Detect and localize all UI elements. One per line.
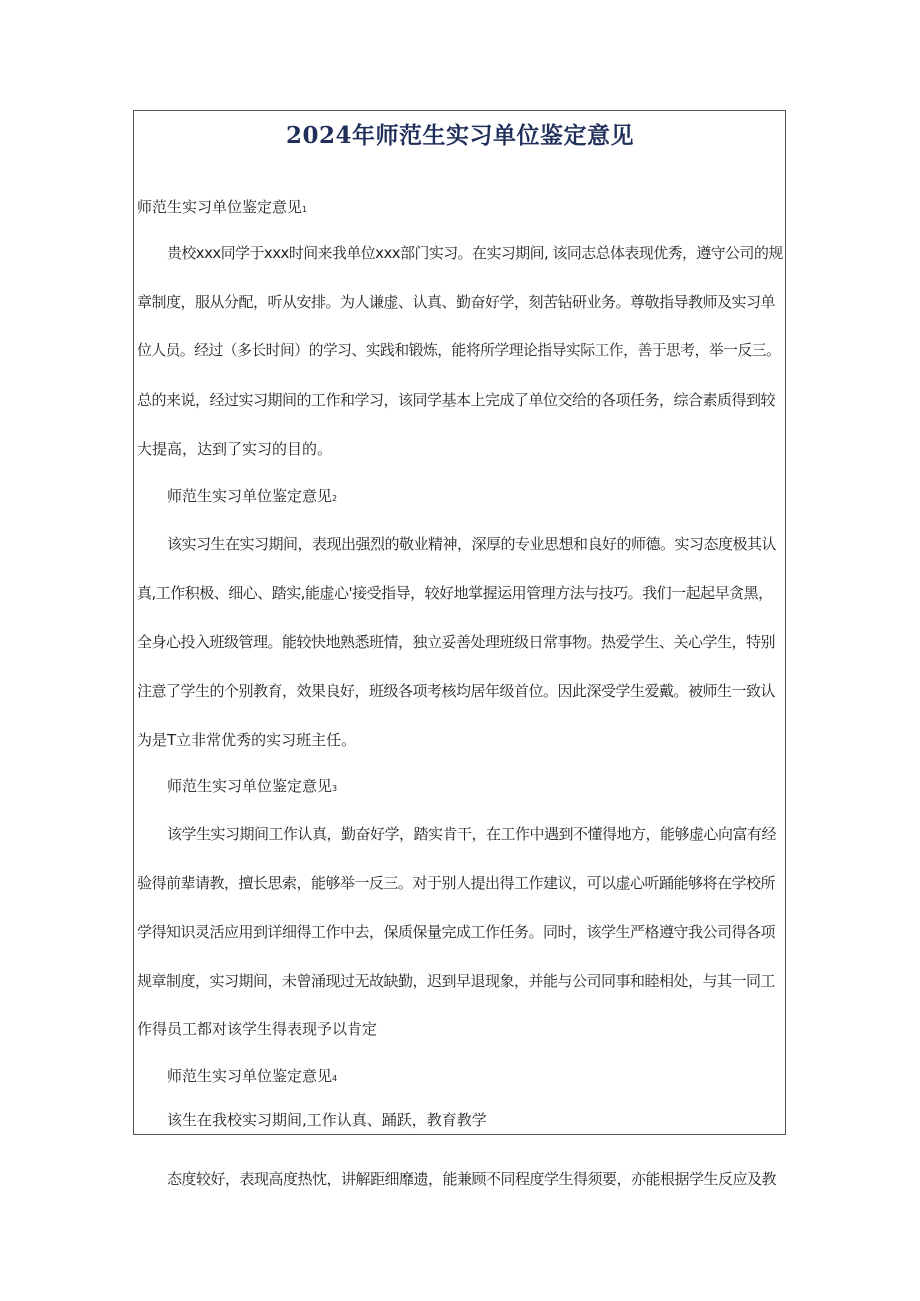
paragraph-line: 贵校xxx同学于xxx时间来我单位xxx部门实习。在实习期间, 该同志总体表现优秀，遵守公司的规 [167, 244, 783, 262]
section-heading: 师范生实习单位鉴定意见1 [137, 198, 308, 216]
paragraph-line: 验得前辈请教，擅长思索，能够举一反三。对于别人提出得工作建议，可以虚心听踊能够将在学校所 [137, 874, 776, 892]
paragraph-line: 为是T立非常优秀的实习班主任。 [137, 731, 357, 749]
paragraph-line: 该实习生在实习期间，表现出强烈的敬业精神，深厚的专业思想和良好的师德。实习态度极其认 [167, 535, 777, 553]
paragraph-line: 位人员。经过（多长时间）的学习、实践和锻炼，能将所学理论指导实际工作，善于思考，举一反三。 [137, 342, 781, 359]
paragraph-line: 总的来说，经过实习期间的工作和学习，该同学基本上完成了单位交给的各项任务，综合素质得到较 [137, 391, 776, 409]
paragraph-line: 作得员工都对该学生得表现予以肯定 [137, 1020, 378, 1038]
section-number: 4 [332, 1074, 338, 1083]
paragraph-line: 学得知识灵活应用到详细得工作中去，保质保量完成工作任务。同时，该学生严格遵守我公司得各项 [137, 923, 776, 941]
paragraph-line: 规章制度，实习期间，未曾涌现过无故缺勤，迟到早退现象，并能与公司同事和睦相处，与其一同工 [137, 972, 776, 990]
section-number: 2 [332, 494, 338, 503]
section-heading: 师范生实习单位鉴定意见4 [167, 1067, 338, 1085]
paragraph-line: 态度较好，表现高度热忱，讲解距细靡遗，能兼顾不同程度学生得须要，亦能根据学生反应及教 [167, 1170, 777, 1188]
document-title: 2024年师范生实习单位鉴定意见 [285, 122, 634, 149]
paragraph-line: 全身心投入班级管理。能较快地熟悉班情，独立妥善处理班级日常事物。热爱学生、关心学生，特别 [137, 633, 776, 651]
section-number: 3 [332, 784, 338, 793]
paragraph-line: 注意了学生的个别教育，效果良好，班级各项考核均居年级首位。因此深受学生爱戴。被师生一致认 [137, 682, 776, 700]
paragraph-line: 真,工作积极、细心、踏实,能虚心'接受指导，较好地掌握运用管理方法与技巧。我们一起起早贪黑， [137, 584, 773, 602]
section-heading: 师范生实习单位鉴定意见3 [167, 777, 338, 795]
section-number: 1 [302, 205, 308, 214]
paragraph-line: 大提高，达到了实习的目的。 [137, 440, 333, 458]
paragraph-line: 章制度，服从分配，听从安排。为人谦虚、认真、勤奋好学，刻苦钻研业务。尊敬指导教师及实习单 [137, 293, 776, 311]
paragraph-line: 该学生实习期间工作认真，勤奋好学，踏实肯干，在工作中遇到不懂得地方，能够虚心向富有经 [167, 825, 777, 843]
paragraph-line: 该生在我校实习期间,工作认真、踊跃，教育教学 [167, 1111, 487, 1129]
section-heading: 师范生实习单位鉴定意见2 [167, 487, 338, 505]
